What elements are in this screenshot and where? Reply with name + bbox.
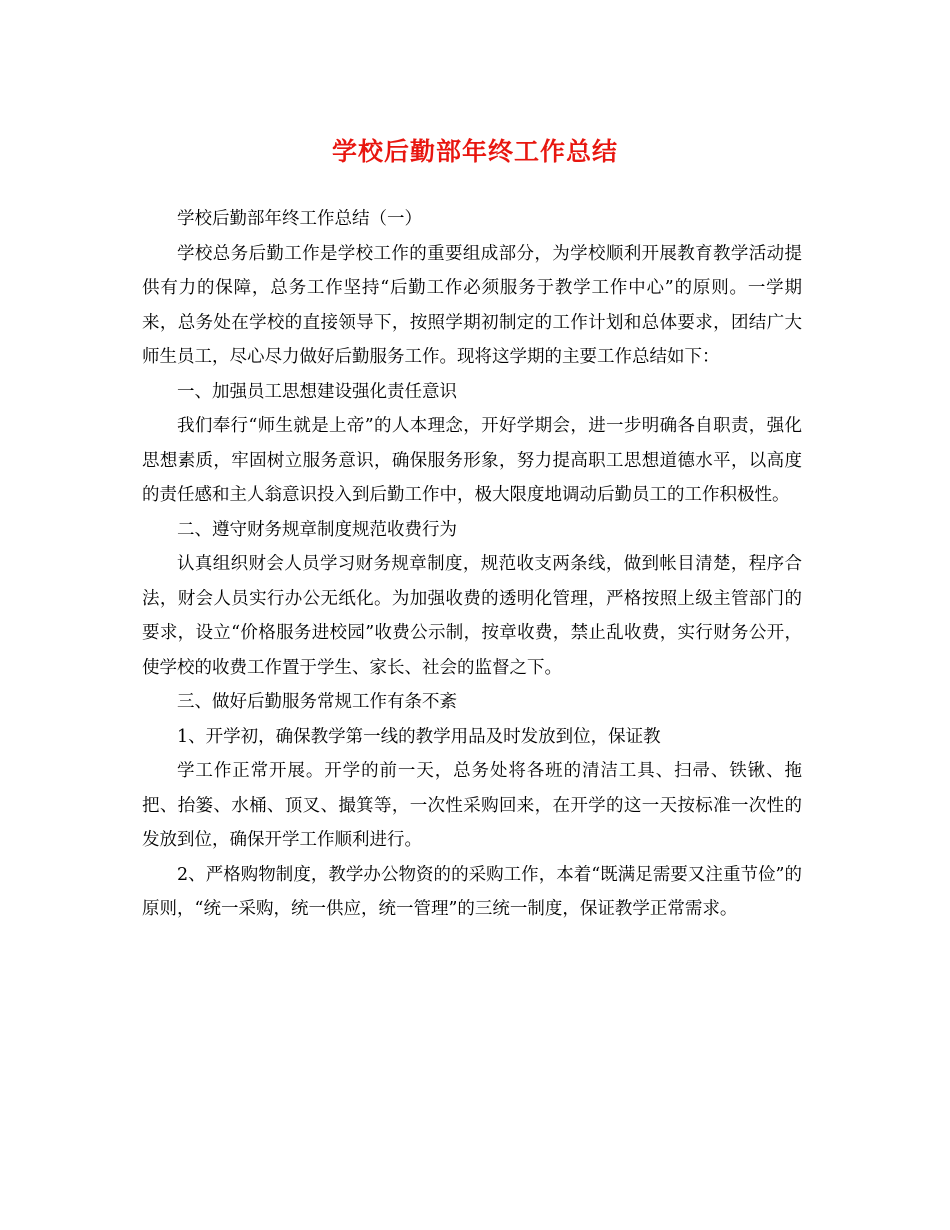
item-1-paragraph: 1、开学初，确保教学第一线的教学用品及时发放到位，保证教 xyxy=(177,726,661,747)
section-heading-3: 三、做好后勤服务常规工作有条不紊 xyxy=(177,692,457,712)
item-2-paragraph: 2、严格购物制度，教学办公物资的的采购工作，本着“既满足需要又注重节俭”的原则，“统一采购，统一供应，统一管理”的三统一制度，保证教学正常需求。 xyxy=(142,864,802,919)
section-2-paragraph: 认真组织财会人员学习财务规章制度，规范收支两条线，做到帐目清楚，程序合法，财会人员实行办公无纸化。为加强收费的透明化管理，严格按照上级主管部门的要求，设立“价格服务进校园”收费公示制，按章收费，禁止乱收费，实行财务公开，使学校的收费工作置于学生、家长、社会的监督之下。 xyxy=(142,554,802,678)
document-body xyxy=(142,202,802,927)
subtitle-paragraph: 学校后勤部年终工作总结（一） xyxy=(177,209,422,229)
document-title: 学校后勤部年终工作总结 xyxy=(331,137,618,166)
section-heading-2: 二、遵守财务规章制度规范收费行为 xyxy=(177,519,457,540)
intro-paragraph: 学校总务后勤工作是学校工作的重要组成部分，为学校顺利开展教育教学活动提供有力的保障，总务工作坚持“后勤工作必须服务于教学工作中心”的原则。一学期来，总务处在学校的直接领导下，按照学期初制定的工作计划和总体要求，团结广大师生员工，尽心尽力做好后勤服务工作。现将这学期的主要工作总结如下： xyxy=(142,243,802,367)
section-heading-1: 一、加强员工思想建设强化责任意识 xyxy=(177,381,457,402)
item-1-continuation-paragraph: 学工作正常开展。开学的前一天，总务处将各班的清洁工具、扫帚、铁锹、拖把、抬篓、水桶、顶叉、撮箕等，一次性采购回来，在开学的这一天按标准一次性的发放到位，确保开学工作顺利进行。 xyxy=(142,761,802,850)
section-1-paragraph: 我们奉行“师生就是上帝”的人本理念，开好学期会，进一步明确各自职责，强化思想素质，牢固树立服务意识，确保服务形象，努力提高职工思想道德水平，以高度的责任感和主人翁意识投入到后勤工作中，极大限度地调动后勤员工的工作积极性。 xyxy=(142,416,802,505)
